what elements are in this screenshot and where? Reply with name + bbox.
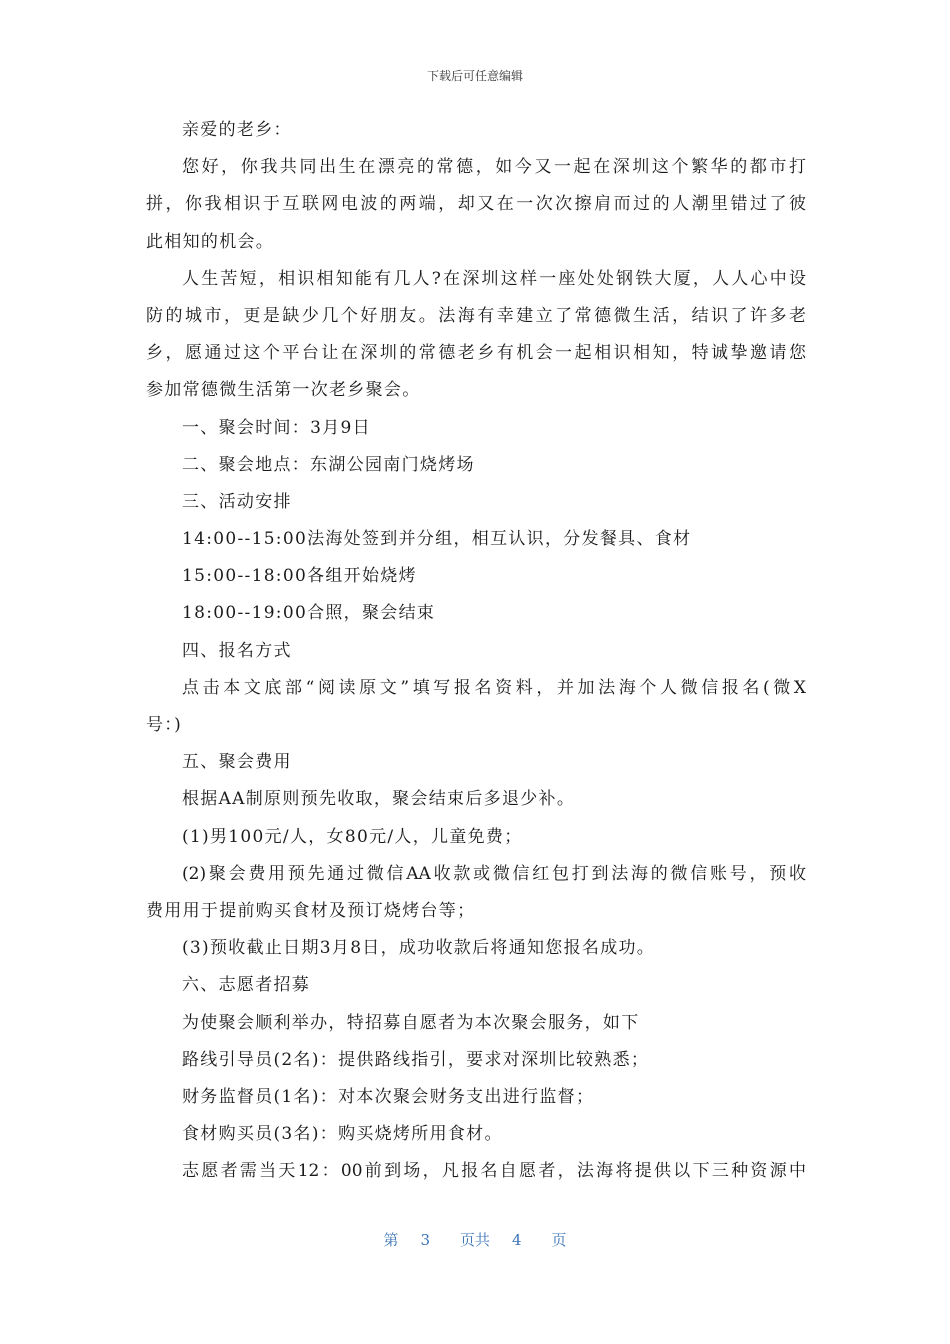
text-line: 拼，你我相识于互联网电波的两端，却又在一次次擦肩而过的人潮里错过了彼 bbox=[146, 194, 806, 215]
page-header: 下载后可任意编辑 bbox=[426, 69, 523, 83]
text-line: 三、活动安排 bbox=[182, 491, 292, 512]
text-line: 四、报名方式 bbox=[182, 640, 292, 661]
text-line: 18:00--19:00合照，聚会结束 bbox=[182, 603, 436, 624]
text-line: 五、聚会费用 bbox=[182, 752, 292, 773]
text-line: 15:00--18:00各组开始烧烤 bbox=[182, 566, 417, 587]
text-line: 此相知的机会。 bbox=[146, 231, 275, 252]
current-page-number: 3 bbox=[420, 1231, 430, 1249]
footer-suffix: 页 bbox=[551, 1231, 567, 1249]
text-line: 志愿者需当天12：00前到场，凡报名自愿者，法海将提供以下三种资源中 bbox=[182, 1161, 806, 1182]
text-line: 六、志愿者招募 bbox=[182, 975, 311, 996]
total-pages-number: 4 bbox=[512, 1231, 522, 1249]
text-line: 乡，愿通过这个平台让在深圳的常德老乡有机会一起相识相知，特诚挚邀请您 bbox=[146, 343, 806, 364]
text-line: (3)预收截止日期3月8日，成功收款后将通知您报名成功。 bbox=[182, 938, 656, 959]
text-line: (1)男100元/人，女80元/人，儿童免费； bbox=[182, 826, 523, 847]
text-line: 路线引导员(2名)：提供路线指引，要求对深圳比较熟悉； bbox=[182, 1049, 650, 1070]
text-line: 您好，你我共同出生在漂亮的常德，如今又一起在深圳这个繁华的都市打 bbox=[182, 157, 806, 178]
text-line: 人生苦短，相识相知能有几人?在深圳这样一座处处钢铁大厦，人人心中设 bbox=[182, 268, 806, 289]
text-line: 为使聚会顺利举办，特招募自愿者为本次聚会服务，如下 bbox=[182, 1012, 640, 1033]
text-line: 一、聚会时间：3月9日 bbox=[182, 417, 371, 438]
text-line: 号：) bbox=[146, 715, 183, 735]
footer-prefix: 第 bbox=[383, 1231, 399, 1249]
text-line: 点击本文底部“阅读原文”填写报名资料，并加法海个人微信报名(微X bbox=[182, 677, 806, 698]
text-line: 食材购买员(3名)：购买烧烤所用食材。 bbox=[182, 1124, 503, 1145]
text-line: (2)聚会费用预先通过微信AA收款或微信红包打到法海的微信账号，预收 bbox=[182, 863, 806, 884]
text-line: 参加常德微生活第一次老乡聚会。 bbox=[146, 380, 421, 401]
text-line: 14:00--15:00法海处签到并分组，相互认识，分发餐具、食材 bbox=[182, 529, 692, 550]
text-line: 二、聚会地点：东湖公园南门烧烤场 bbox=[182, 454, 475, 475]
text-line: 财务监督员(1名)：对本次聚会财务支出进行监督； bbox=[182, 1086, 595, 1107]
page-footer bbox=[0, 1229, 950, 1250]
text-line: 根据AA制原则预先收取，聚会结束后多退少补。 bbox=[182, 789, 576, 810]
document-body bbox=[146, 112, 806, 1190]
text-line: 防的城市，更是缺少几个好朋友。法海有幸建立了常德微生活，结识了许多老 bbox=[146, 305, 806, 326]
text-line: 亲爱的老乡： bbox=[182, 120, 292, 140]
footer-middle: 页共 bbox=[459, 1231, 490, 1249]
text-line: 费用用于提前购买食材及预订烧烤台等； bbox=[146, 900, 476, 921]
